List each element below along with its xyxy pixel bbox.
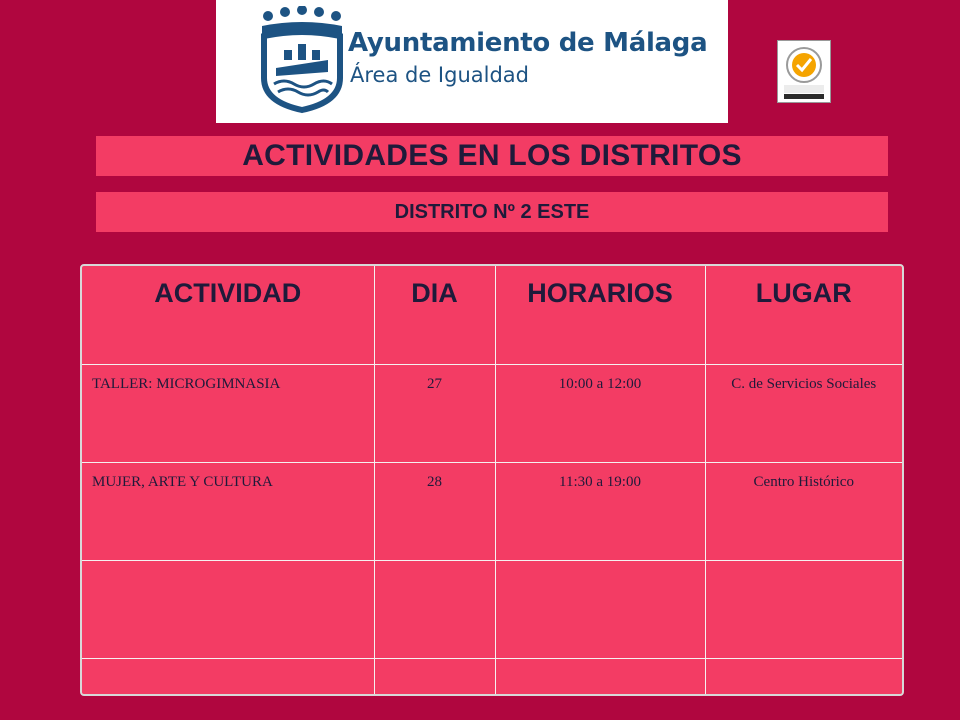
logo-banner: [216, 0, 728, 123]
cell-horarios: [495, 659, 705, 697]
malaga-crest-icon: [254, 6, 350, 114]
header-lugar: LUGAR: [705, 266, 902, 365]
cell-actividad: [82, 659, 374, 697]
cell-lugar: Centro Histórico: [705, 463, 902, 561]
cell-lugar: [705, 659, 902, 697]
cell-lugar: [705, 561, 902, 659]
cell-dia: 28: [374, 463, 495, 561]
cell-horarios: [495, 561, 705, 659]
table-header-row: [82, 266, 902, 365]
cell-horarios: 11:30 a 19:00: [495, 463, 705, 561]
cell-dia: [374, 659, 495, 697]
table-row: [82, 463, 902, 561]
cell-actividad: [82, 561, 374, 659]
header-horarios: HORARIOS: [495, 266, 705, 365]
cell-dia: 27: [374, 365, 495, 463]
district-subtitle: DISTRITO Nº 2 ESTE: [96, 192, 888, 232]
table-row: [82, 365, 902, 463]
page-title: ACTIVIDADES EN LOS DISTRITOS: [96, 136, 888, 176]
cell-lugar: C. de Servicios Sociales: [705, 365, 902, 463]
header-dia: DIA: [374, 266, 495, 365]
cell-horarios: 10:00 a 12:00: [495, 365, 705, 463]
table-row: [82, 659, 902, 697]
cell-dia: [374, 561, 495, 659]
sgs-certification-icon: [777, 40, 831, 103]
org-department: Área de Igualdad: [350, 63, 529, 87]
cell-actividad: TALLER: MICROGIMNASIA: [82, 365, 374, 463]
activities-table: [80, 264, 904, 696]
header-actividad: ACTIVIDAD: [82, 266, 374, 365]
table-row: [82, 561, 902, 659]
org-name: Ayuntamiento de Málaga: [348, 28, 708, 58]
cell-actividad: MUJER, ARTE Y CULTURA: [82, 463, 374, 561]
